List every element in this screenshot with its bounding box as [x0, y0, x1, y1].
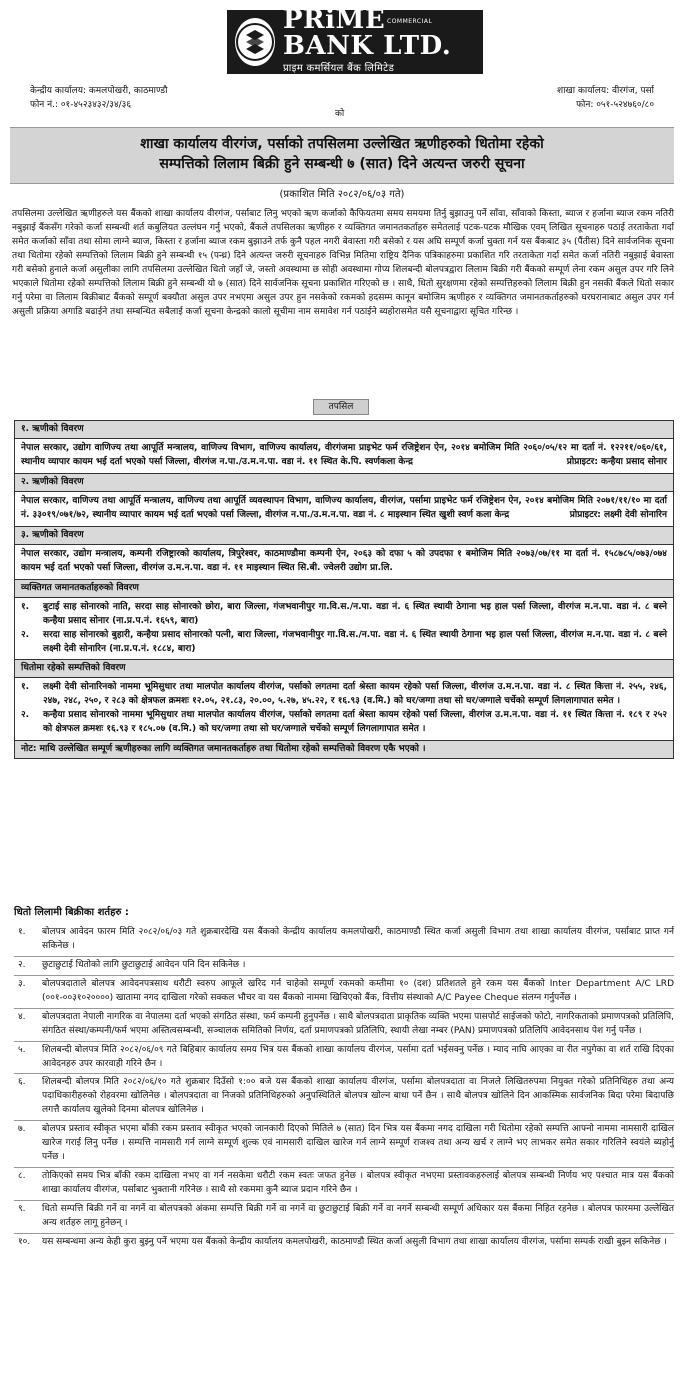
bank-name-nepali: प्राइम कमर्सियल बैंक लिमिटेड — [283, 63, 395, 75]
terms-heading: धितो लिलामी बिक्रीका शर्तहरु : — [14, 907, 129, 918]
term-text: धितो सम्पत्ति बिक्री गर्ने वा नगर्ने वा बोलपत्रको अंकमा सम्पत्ति बिक्री गर्ने वा नगर्ने वा छुटाछुटाई बिक्री गर्ने वा नगर्ने सम्बन्धी सम्पूर्ण अधिकार यस बैंकमा निहित रहनेछ । बोलपत्र फारममा उल्लेखित अन्य शर्तहरु लागू हुनेछन् । — [42, 1203, 674, 1228]
bank-logo — [227, 5, 483, 75]
published-date: (प्रकाशित मिति २०८२/०६/०३ गते) — [279, 189, 405, 200]
branch-office: शाखा कार्यालय: वीरगंज, पर्सा — [556, 86, 654, 96]
term-text: बोलपत्र प्रस्ताव स्वीकृत भएमा बाँकी रकम प्रस्ताव स्वीकृत भएको जानकारी दिएको मितिले ७ (सात) दिन भित्र यस बैंकमा नगद दाखिला गरी धितोमा रहेको सम्पत्ति आफ्नो नाममा नामसारी दाखिल खारेज गराई लिनु पर्नेछ । सम्पत्ति नामसारी गर्न लाग्ने सम्पूर्ण शुल्क एवं नामसारी दाखिल खारेज गर्न लाग्ने सम्पूर्ण राजश्व तथा अन्य खर्च र लाग्ने भए लाभकर समेत सकार गरिलिने स्वयंले ब्यहोर्नु पर्नेछ । — [42, 1124, 674, 1163]
collateral-item — [21, 681, 667, 709]
term-item — [14, 1170, 674, 1198]
bank-name: PRiME BANK LTD. — [283, 5, 452, 62]
term-number: ९. — [18, 1203, 26, 1214]
term-item — [14, 926, 674, 954]
term-divider — [14, 1041, 674, 1042]
central-office: केन्द्रीय कार्यालय: कमलपोखरी, काठमाण्डौ — [30, 86, 168, 96]
term-number: ६. — [18, 1077, 26, 1088]
term-divider — [14, 1167, 674, 1168]
branch-office-phone: फोन: ०५१-५२४७६०/८० — [576, 100, 654, 111]
collateral-item — [21, 709, 667, 737]
term-number: ४. — [18, 1011, 26, 1022]
guarantors-list — [15, 598, 673, 661]
term-number: १. — [18, 927, 26, 937]
bank-logo-text — [283, 7, 483, 77]
notice-title — [10, 127, 674, 184]
term-number: १०. — [18, 1236, 31, 1247]
term-text: बोलपत्र आवेदन फारम मिति २०८२/०६/०३ गते शुक्रबारदेखि यस बैंकको केन्द्रीय कार्यालय कमलपोखरी, काठमाण्डौ स्थित कर्जा असुली विभाग तथा शाखा कार्यालय वीरगंज, पर्साबाट प्राप्त गर्न सकिनेछ । — [42, 927, 674, 951]
term-divider — [14, 956, 674, 957]
schedule-label: तपसिल — [313, 399, 369, 415]
term-divider — [14, 1200, 674, 1201]
borrower-1-text: नेपाल सरकार, उद्योग वाणिज्य तथा आपूर्ति मन्त्रालय, वाणिज्य विभाग, वाणिज्य कार्यालय, वीरगंजमा प्राइभेट फर्म रजिष्ट्रेशन ऐन, २०१४ बमोजिम मिति २०६०/०५/१२ मा दर्ता नं. १२२११/०६०/६१, स्थानीय व्यापार कायम भई दर्ता भएको पर्सा जिल्ला, वीरगंज न.पा./उ.म.न.पा. वडा नं. ११ स्थित के.पि. स्वर्णकला केन्द्र — [21, 443, 667, 467]
bank-commercial-label: COMMERCIAL — [387, 18, 433, 25]
term-text: शिलबन्दी बोलपत्र मिति २०८२/०६/०९ गते बिहिबार कार्यालय समय भित्र यस बैंकको शाखा कार्यालय वीरगंज, पर्सामा दर्ता भईसक्नु पर्नेछ । म्याद नाघि आएका वा रीत नपुगेका वा शर्त राखि दिएका आवेदनहरु उपर कारवाही गरिने छैन । — [42, 1044, 674, 1069]
term-item — [14, 1011, 674, 1039]
collateral-heading: धितोमा रहेको सम्पत्तिको विवरण — [15, 660, 673, 678]
address-connector: को — [335, 109, 345, 119]
guarantor-item — [21, 601, 667, 629]
borrower-1-heading: १. ऋणीको विवरण — [15, 421, 673, 439]
borrower-3-details: नेपाल सरकार, उद्योग मन्त्रालय, कम्पनी रजिष्ट्रारको कार्यालय, त्रिपुरेश्वर, काठमाण्डौमा कम्पनी ऐन, २०६३ को दफा ५ को उपदफा १ बमोजिम मिति २०७३/०७/११ मा दर्ता नं. १५८७८५/०७३/०७४ कायम भई दर्ता भएको पर्सा जिल्ला, वीरगंज उ.म.न.पा. वडा नं. ११ माइस्थान स्थित सि.बी. ज्वेलरी उद्योग प्रा.लि. — [15, 545, 673, 580]
term-number: ३. — [18, 978, 26, 989]
guarantor-number: २. — [21, 629, 30, 640]
notice-title-line2: सम्पत्तिको लिलाम बिक्री हुने सम्बन्धी ७ (सात) दिने अत्यन्त जरुरी सूचना — [159, 156, 525, 173]
intro-paragraph: तपसिलमा उल्लेखित ऋणीहरुले यस बैंकको शाखा कार्यालय वीरगंज, पर्साबाट लिनु भएको ऋण कर्जाको कैफियतमा समय समयमा तिर्नु बुझाउनु पर्ने साँवा, साँवाको किस्ता, ब्याज र हर्जाना ब्याज रकम नतिरी नबुझाई बैंकसँग गरेको कर्जा सम्बन्धी शर्त कबुलियत उल्लंघन गर्नु भएको, बैंकले तपसिलका ऋणीहरु र व्यक्तिगत जमानतकर्ताहरु समेतलाई पटक-पटक मौखिक एवम् लिखित सूचनाहरु पठाई तरताकेता गर्दा समेत कर्जाको साँवा तथा सोमा लाग्ने ब्याज, किस्ता र हर्जाना ब्याज रकम बुझाउने तर्फ कुनै पहल नगरी बेवास्ता गरी बसेको र यस अघि सम्पूर्ण कर्जा चुक्ता गर्न यस बैंकबाट ३५ (पैंतीस) दिने सार्वजनिक सूचना तथा धितोमा रहेको सम्पत्तिको लिलाम बिक्री हुने सम्बन्धी १५ (पन्ध्र) दिने अत्यन्त जरुरी सूचनाहरु विभिन्न मितिमा राष्ट्रिय दैनिक पत्रिकाहरुमा प्रकाशित गरि तरताकेता गर्दा समेत कर्जा नतिरी नबुझाई बेवास्ता गरी बसेको हुनाले कर्जा असुलीका लागि तपसिलमा उल्लेखित धितो जहाँ जे, जस्तो अवस्थामा छ सोही अवस्थामा गोप्य शिलबन्दी बोलपत्रद्वारा लिलाम बिक्री गरी बैंकको सम्पूर्ण लेना रकम असुल उपर गरि लिने भएकाले धितोमा रहेको सम्पत्तिको लिलाम बिक्री हुने सम्बन्धी यो ७ (सात) दिने सार्वजनिक सूचना प्रकाशित गरिएको छ । साथै, धितो सुरक्षणमा रहेको सम्पत्तिहरुको लिलाम बिक्री हुन नसकी बैंकले धितो सकार गर्नु परेमा वा लिलाम बिक्रीबाट बैंकको सम्पूर्ण बक्यौता असुल उपर नभएमा असुल उपर हुन नसकेको रकमको हदसम्म कानून बमोजिम ऋणीहरु र व्यक्तिगत जमानतकर्ताहरुको घरघरानाबाट असुल उपर गर्न असुली प्रक्रिया अगाडि बढाईने तथा सम्बन्धित सबैलाई कर्जा सूचना केन्द्रको कालो सूचीमा नाम समावेश गर्न पठाईने ब्यहोरासमेत यसै सूचनाद्वारा सूचित गरिन्छ । — [12, 209, 674, 317]
guarantor-text: बुटाई साह सोनारको नाति, सरदा साह सोनारको छोरा, बारा जिल्ला, गंजभवानीपुर गा.वि.स./न.पा. वडा नं. ६ स्थित स्थायी ठेगाना भइ हाल पर्सा जिल्ला, वीरगंज म.न.पा. वडा नं. ८ बस्ने कन्हैया प्रसाद सोनार (ना.प्र.प.नं. १६५९, बारा) — [43, 601, 667, 626]
term-item — [14, 959, 674, 973]
term-number: ७. — [18, 1124, 26, 1135]
term-divider — [14, 1120, 674, 1121]
collateral-text: कन्हैया प्रसाद सोनारको नाममा भूमिसुधार तथा मालपोत कार्यालय वीरगंज, पर्साको लगतमा दर्ता श्रेस्ता कायम रहेको पर्सा जिल्ला, वीरगंज उ.म.न.पा. वडा नं. ११ स्थित कित्ता नं. १८९ र २५२ को क्षेत्रफल क्रमशः १६.९३ र १८५.०७ (व.मि.) को घर/जग्गा तथा सो घर/जग्गाले चर्चेको सम्पूर्ण लिगलागापात समेत । — [43, 710, 667, 735]
term-item — [14, 1236, 674, 1250]
borrower-3-heading: ३. ऋणीको विवरण — [15, 527, 673, 545]
central-office-address — [30, 84, 167, 113]
guarantor-number: १. — [21, 601, 30, 612]
term-text: तोकिएको समय भित्र बाँकी रकम दाखिला नभए वा गर्न नसकेमा धरौटी रकम स्वतः जफत हुनेछ । बोलपत्र स्वीकृत नभएमा प्रस्तावकहरुलाई बोलपत्र सम्बन्धी निर्णय भए पश्चात मात्र यस बैंकको शाखा कार्यालय वीरगंज, पर्साबाट भुक्तानी गरिनेछ । साथै सो रकममा कुनै ब्याज प्रदान गरिने छैन । — [42, 1171, 674, 1195]
term-text: यस सम्बन्धमा अन्य केही कुरा बुझ्नु पर्ने भएमा यस बैंकको केन्द्रीय कार्यालय कमलपोखरी, काठमाण्डौ स्थित कर्जा असुली विभाग तथा शाखा कार्यालय वीरगंज, पर्सामा सम्पर्क राखी बुझ्न सकिनेछ । — [42, 1236, 667, 1247]
term-number: ८. — [18, 1171, 26, 1182]
borrower-2-proprietor: प्रोप्राइटर: लक्ष्मी देवी सोनारिन — [569, 509, 667, 520]
term-item — [14, 1076, 674, 1118]
collateral-list — [15, 678, 673, 741]
term-divider — [14, 975, 674, 976]
term-text: बोलपत्रदाताले बोलपत्र आवेदनपत्रसाथ धरौटी स्वरुप आफूले खरिद गर्न चाहेको सम्पूर्ण रकमको कम्तीमा १० (दश) प्रतिशतले हुने रकम यस बैंकको Inter Department A/C LRD (००१-००३१०२००००) खातामा नगद दाखिला गरेको सक्कल भौचर वा यस बैंकको नाममा खिचिएको बैंक, वित्तीय संस्थाको A/C Payee Cheque संलग्न गर्नुपर्नेछ । — [42, 978, 674, 1003]
term-number: ५. — [18, 1044, 26, 1055]
borrower-2-details — [15, 492, 673, 527]
bank-emblem-icon — [235, 18, 275, 66]
term-text: बोलपत्रदाता नेपाली नागरिक वा नेपालमा दर्ता भएको संगठित संस्था, फर्म कम्पनी हुनुपर्नेछ । साथै बोलपत्रदाता प्राकृतिक व्यक्ति भएमा पासपोर्ट साईजको फोटो, नागरिकताको प्रमाणपत्रको प्रतिलिपि, संगठित संस्था/कम्पनी/फर्म भएमा अस्तित्वसम्बन्धी, सञ्चालक समितिको निर्णय, दर्ता प्रमाणपत्रको प्रतिलिपि, स्थायी लेखा नम्बर (PAN) प्रमाणपत्रको प्रतिलिपि आवेदनसाथ पेश गर्नु पर्नेछ । — [42, 1011, 674, 1036]
schedule-table — [14, 420, 674, 759]
guarantor-item — [21, 629, 667, 657]
term-divider — [14, 1073, 674, 1074]
borrower-1-details — [15, 439, 673, 474]
guarantors-heading: व्यक्तिगत जमानतकर्ताहरुको विवरण — [15, 580, 673, 598]
term-item — [14, 1203, 674, 1231]
terms-list — [14, 926, 674, 1250]
term-divider — [14, 1008, 674, 1009]
central-office-phone: फोन नं.: ०१-४५२३४३२/३४/३६ — [30, 100, 132, 111]
guarantor-text: सरदा साह सोनारको बुहारी, कन्हैया प्रसाद सोनारको पत्नी, बारा जिल्ला, गंजभवानीपुर गा.वि.स./न.पा. वडा नं. ६ स्थित स्थायी ठेगाना भइ हाल पर्सा जिल्ला, वीरगंज म.न.पा. वडा नं. ८ बस्ने लक्ष्मी देवी सोनारिन (ना.प्र.प.नं. १८८४, बारा) — [43, 629, 667, 654]
term-text: शिलबन्दी बोलपत्र मिति २०८२/०६/१० गते शुक्रबार दिउँसो १:०० बजे यस बैंकको शाखा कार्यालय वीरगंज, पर्सामा बोलपत्रदाता वा निजले लिखितरुपमा नियुक्त गरेको प्रतिनिधिहरु तथा अन्य पदाधिकारीहरुको रोहवरमा खोलिनेछ । बोलपत्रदाता वा निजको प्रतिनिधिहरुको अनुपस्थितिले बोलपत्र खोल्न बाधा पर्ने छैन । साथै बोलपत्र खोलिने दिन आकस्मिक सार्वजनिक बिदा परेमा बिदापछि लगत्तै कार्यालय खुलेको दिनमा बोलपत्र खोलिनेछ । — [42, 1077, 674, 1116]
collateral-number: २. — [21, 710, 30, 721]
branch-office-address — [557, 84, 654, 113]
collateral-number: १. — [21, 682, 30, 693]
borrower-1-proprietor: प्रोप्राइटर: कन्हैया प्रसाद सोनार — [566, 456, 667, 467]
term-divider — [14, 1233, 674, 1234]
term-number: २. — [18, 959, 26, 970]
term-item — [14, 1123, 674, 1165]
borrower-2-heading: २. ऋणीको विवरण — [15, 474, 673, 492]
term-item — [14, 1044, 674, 1072]
collateral-text: लक्ष्मी देवी सोनारिनको नाममा भूमिसुधार तथा मालपोत कार्यालय वीरगंज, पर्साको लगतमा दर्ता श्रेस्ता कायम रहेको पर्सा जिल्ला, वीरगंज उ.म.न.पा. वडा नं. ८ स्थित कित्ता नं. २५५, २४६, २४७, २४८, २५०, र २८३ को क्षेत्रफल क्रमशः १२.०५, २१.८३, २०.००, ५.२७, ४५.२२, र १६.९३ (व.मि.) को घर/जग्गा तथा सो घर/जग्गाले चर्चेको सम्पूर्ण लिगलागापात समेत । — [43, 682, 667, 707]
term-text: छुटाछुटाई धितोको लागि छुटाछुटाई आवेदन पनि दिन सकिनेछ । — [42, 959, 246, 970]
borrower-2-text: नेपाल सरकार, वाणिज्य तथा आपूर्ति मन्त्रालय, वाणिज्य तथा आपूर्ति व्यवस्थापन विभाग, वाणिज्य कार्यालय, वीरगंज, पर्सामा प्राइभेट फर्म रजिष्ट्रेशन ऐन, २०१४ बमोजिम मिति २०७१/११/१० मा दर्ता नं. ३३०१९/०७१/७२, स्थानीय व्यापार कायम भई दर्ता भएको पर्सा जिल्ला, वीरगंज न.पा./उ.म.न.पा. वडा नं. ८ माइस्थान स्थित खुशी स्वर्ण कला केन्द्र — [21, 495, 667, 520]
term-item — [14, 978, 674, 1006]
notice-title-line1: शाखा कार्यालय वीरगंज, पर्साको तपसिलमा उल्लेखित ऋणीहरुको धितोमा रहेको — [140, 136, 544, 152]
schedule-note: नोट: माथि उल्लेखित सम्पूर्ण ऋणीहरुका लागि व्यक्तिगत जमानतकर्ताहरु तथा धितोमा रहेको सम्पत्तिको विवरण एकै भएको । — [15, 741, 673, 758]
